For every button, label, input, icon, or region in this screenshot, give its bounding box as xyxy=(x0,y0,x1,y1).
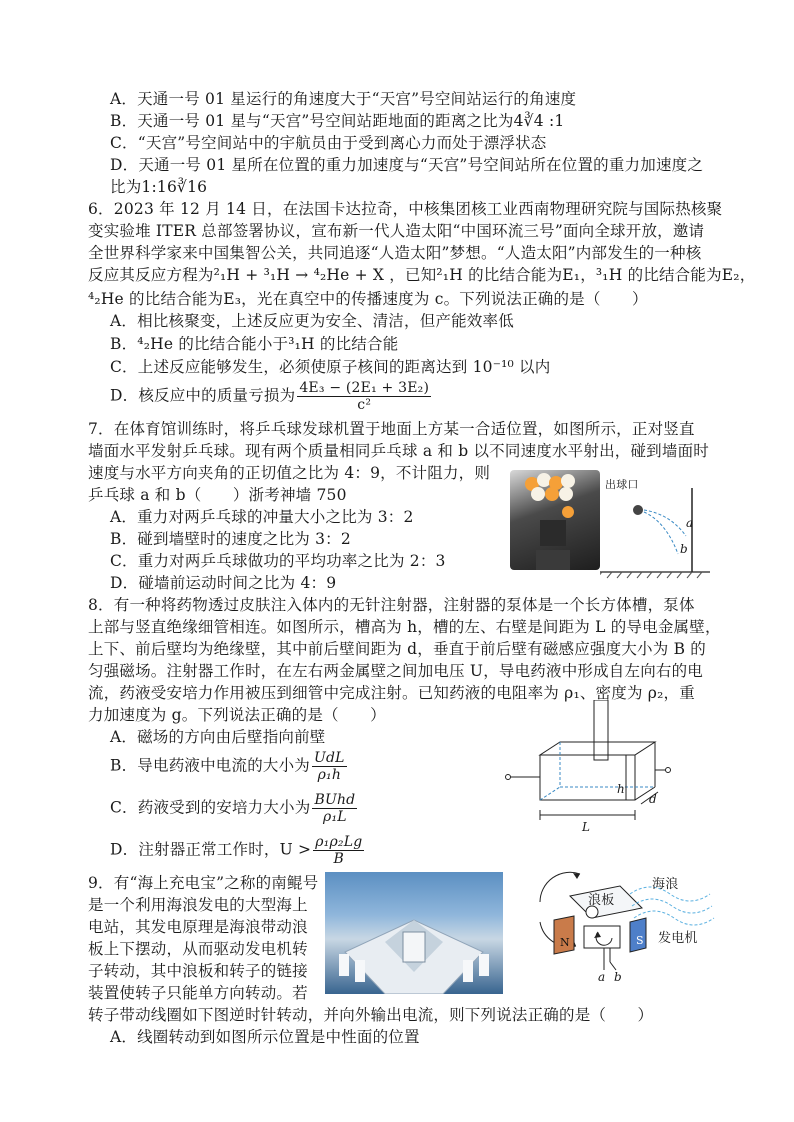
trajectory-b-label: b xyxy=(680,542,688,556)
q8-option-c-prefix: C．药液受到的安培力大小为 xyxy=(110,798,311,817)
q6-option-d-numerator: 4E₃ − (2E₁ + 3E₂) xyxy=(299,380,430,396)
pump-height-label: h xyxy=(617,782,625,796)
q6-stem-line2: 变实验堆 ITER 总部签署协议，宣布新一代人造太阳“中国环流三号”面向全球开放，邀请 xyxy=(88,222,705,240)
q6-stem-line5: ⁴₂He 的比结合能为E₃，光在真空中的传播速度为 c。下列说法正确的是（ ） xyxy=(88,290,648,308)
q7-stem-line4: 乒乓球 a 和 b（ ）浙考神墙 750 xyxy=(88,486,347,504)
q8-option-c-numerator: BUhd xyxy=(314,792,356,808)
q5-option-c: C．“天宫”号空间站中的宇航员由于受到离心力而处于漂浮状态 xyxy=(110,134,547,152)
q9-option-a: A．线圈转动到如图所示位置是中性面的位置 xyxy=(110,1028,420,1046)
q9-stem-line5: 子转动，其中浪板和转子的链接 xyxy=(88,962,308,980)
q5-option-d-line2: 比为1:16∛16 xyxy=(110,178,208,196)
generator-label: 发电机 xyxy=(658,931,698,946)
q9-stem-line6: 装置使转子只能单方向转动。若 xyxy=(88,984,308,1002)
q7-stem-line1: 7．在体育馆训练时，将乒乓球发球机置于地面上方某一合适位置，如图所示，正对竖直 xyxy=(88,420,695,438)
q7-option-a: A．重力对两乒乓球的冲量大小之比为 3：2 xyxy=(110,508,414,526)
magnet-n-label: N xyxy=(560,936,570,949)
terminal-b-label: b xyxy=(614,970,622,984)
q6-stem-line3: 全世界科学家来中国集智公关，共同追逐“人造太阳”梦想。“人造太阳”内部发生的一种核 xyxy=(88,244,702,262)
q6-option-a: A．相比核聚变，上述反应更为安全、清洁，但产能效率低 xyxy=(110,312,514,330)
trajectory-a-label: a xyxy=(686,516,694,530)
q9-stem-line2: 是一个利用海浪发电的大型海上 xyxy=(88,896,308,914)
q8-option-b-prefix: B．导电药液中电流的大小为 xyxy=(110,756,310,775)
q9-stem-line3: 电站，其发电原理是海浪带动浪 xyxy=(88,918,308,936)
q9-stem-line7: 转子带动线圈如下图逆时针转动，并向外输出电流，则下列说法正确的是（ ） xyxy=(88,1006,654,1024)
q8-stem-line3: 上下、前后壁均为绝缘壁，其中前后壁间距为 d，垂直于前后壁有磁感应强度大小为 B 的 xyxy=(88,640,706,658)
q6-option-d-fraction xyxy=(297,380,431,413)
pump-depth-label: d xyxy=(649,792,657,806)
q8-stem-line4: 匀强磁场。注射器工作时，在左右两金属壁之间加电压 U，导电药液中形成自左向右的电 xyxy=(88,662,703,680)
q6-option-c: C．上述反应能够发生，必须使原子核间的距离达到 10⁻¹⁰ 以内 xyxy=(110,358,551,376)
q8-stem-line6: 力加速度为 g。下列说法正确的是（ ） xyxy=(88,706,386,724)
q8-option-a: A．磁场的方向由后壁指向前壁 xyxy=(110,728,326,746)
q8-option-b xyxy=(110,750,349,783)
terminal-a-label: a xyxy=(598,970,606,984)
q8-option-c-denominator: ρ₁L xyxy=(323,809,347,825)
q7-stem-line2: 墙面水平发射乒乓球。现有两个质量相同乒乓球 a 和 b 以不同速度水平射出，碰到墙面时 xyxy=(88,442,709,460)
q6-stem-line1: 6．2023 年 12 月 14 日，在法国卡达拉奇，中核集团核工业西南物理研究院与国际热核聚 xyxy=(88,200,723,218)
q6-option-d-prefix: D．核反应中的质量亏损为 xyxy=(110,386,296,405)
q6-option-b: B．⁴₂He 的比结合能小于³₁H 的比结合能 xyxy=(110,335,399,353)
q5-option-b: B．天通一号 01 星与“天宫”号空间站距地面的距离之比为4∛4 :1 xyxy=(110,112,565,130)
q8-stem-line2: 上部与竖直绝缘细管相连。如图所示，槽高为 h，槽的左、右壁是间距为 L 的导电金属壁， xyxy=(88,618,721,636)
wave-board-label: 浪板 xyxy=(588,893,615,908)
q8-option-c xyxy=(110,792,359,825)
q6-option-d xyxy=(110,380,433,413)
q8-option-d-prefix: D．注射器正常工作时，U > xyxy=(110,840,312,859)
q5-option-d-line1: D．天通一号 01 星所在位置的重力加速度与“天宫”号空间站所在位置的重力加速度之 xyxy=(110,156,704,174)
q8-option-c-fraction xyxy=(312,792,357,825)
ball-machine-graphic xyxy=(510,470,600,570)
q7-option-d: D．碰墙前运动时间之比为 4：9 xyxy=(110,574,337,592)
q8-option-d-denominator: B xyxy=(333,851,345,867)
q9-stem-line4: 板上下摆动，从而驱动发电机转 xyxy=(88,940,308,958)
wave-label: 海浪 xyxy=(652,877,679,892)
q9-stem-line1: 9．有“海上充电宝”之称的南鲲号 xyxy=(88,874,319,892)
q8-option-d xyxy=(110,834,366,867)
q8-stem-line1: 8．有一种将药物透过皮肤注入体内的无针注射器，注射器的泵体是一个长方体槽，泵体 xyxy=(88,596,695,614)
q5-option-a: A．天通一号 01 星运行的角速度大于“天宫”号空间站运行的角速度 xyxy=(110,90,577,108)
injector-pump-diagram xyxy=(500,700,675,830)
q8-option-b-numerator: UdL xyxy=(314,750,345,766)
ball-machine-photo xyxy=(510,470,600,570)
q8-option-d-fraction xyxy=(313,834,364,867)
ball-outlet-label: 出球口 xyxy=(605,478,639,491)
q6-stem-line4: 反应其反应方程为²₁H + ³₁H → ⁴₂He + X ，已知²₁H 的比结合能为E₁，³₁H 的比结合能为E₂， xyxy=(88,266,756,284)
q7-stem-line3: 速度与水平方向夹角的正切值之比为 4：9，不计阻力，则 xyxy=(88,464,491,482)
q8-option-b-denominator: ρ₁h xyxy=(317,767,342,783)
q6-option-d-denominator: c² xyxy=(357,397,372,413)
q8-stem-line5: 流，药液受安培力作用被压到细管中完成注射。已知药液的电阻率为 ρ₁、密度为 ρ₂，重 xyxy=(88,684,695,702)
q8-option-b-fraction xyxy=(312,750,347,783)
q7-option-c: C．重力对两乒乓球做功的平均功率之比为 2：3 xyxy=(110,552,446,570)
magnet-s-label: S xyxy=(636,934,644,947)
pump-length-label: L xyxy=(582,820,591,834)
q7-option-b: B．碰到墙壁时的速度之比为 3：2 xyxy=(110,530,351,548)
q8-option-d-numerator: ρ₁ρ₂Lg xyxy=(315,834,363,850)
ship-graphic xyxy=(325,872,503,994)
ship-photo xyxy=(325,872,503,994)
